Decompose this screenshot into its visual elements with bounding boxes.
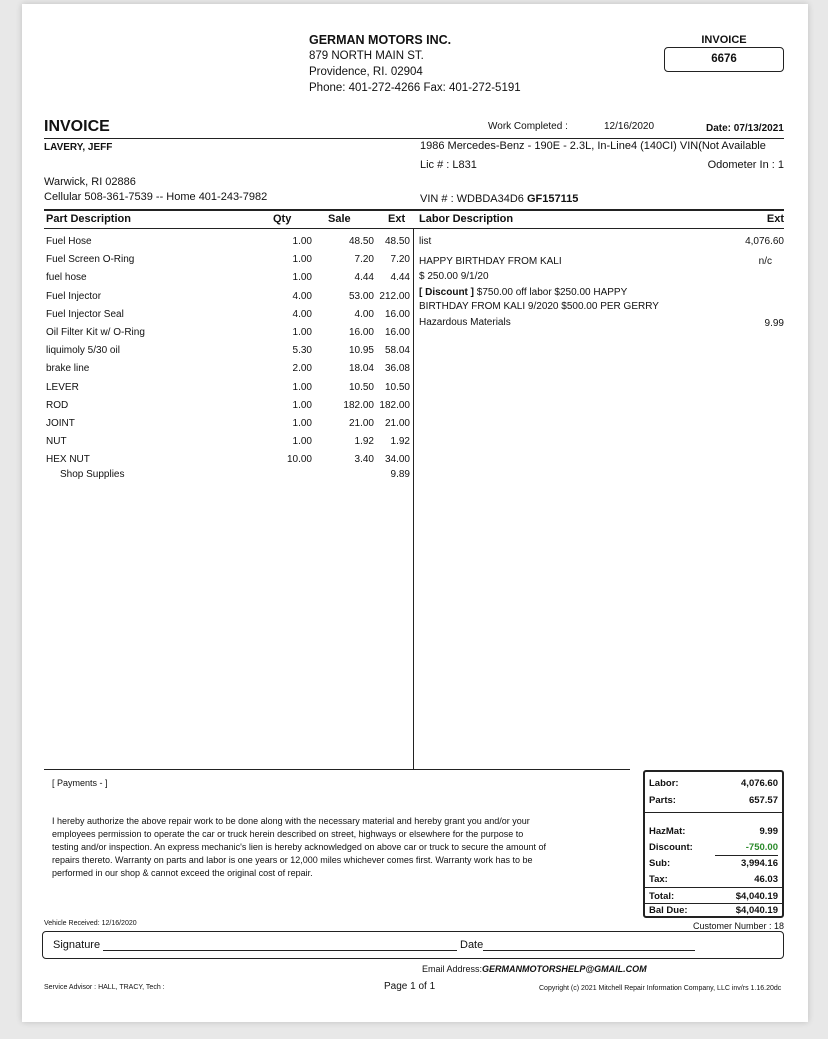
part-sale: 16.00: [348, 327, 374, 338]
email-address[interactable]: GERMANMOTORSHELP@GMAIL.COM: [482, 964, 647, 974]
email-line: [422, 964, 647, 974]
shop-supplies-ext: 9.89: [390, 469, 410, 480]
part-qty: 2.00: [292, 363, 312, 375]
part-sale: 182.00: [343, 399, 374, 411]
total-labor-value: 4,076.60: [741, 778, 778, 789]
part-qty: 1.00: [292, 327, 312, 338]
part-desc: Fuel Hose: [46, 236, 92, 247]
total-hazmat-label: HazMat:: [649, 826, 686, 837]
part-sale: 10.50: [348, 381, 374, 393]
date-line[interactable]: [483, 950, 695, 951]
labor-line-hazmat-ext: 9.99: [764, 318, 784, 329]
labor-line-birthday-ext: n/c: [758, 256, 772, 267]
signature-label: Signature: [53, 939, 101, 951]
header-divider: [44, 228, 784, 229]
work-completed-label: Work Completed :: [488, 121, 568, 132]
vin-label: VIN # : WDBDA34D6: [420, 193, 527, 205]
part-qty: 1.00: [292, 236, 312, 247]
discount-underline: [715, 855, 778, 856]
part-qty: 1.00: [292, 436, 312, 448]
part-qty: 1.00: [292, 399, 312, 411]
company-city: Providence, RI. 02904: [309, 66, 423, 78]
part-ext: 182.00: [379, 399, 410, 411]
work-completed-date: 12/16/2020: [604, 121, 655, 132]
total-sub-value: 3,994.16: [741, 858, 778, 869]
part-desc: NUT: [46, 436, 67, 448]
total-tax-value: 46.03: [754, 874, 778, 885]
totals-divider-3: [645, 903, 782, 904]
customer-name: LAVERY, JEFF: [44, 142, 113, 153]
company-name: GERMAN MOTORS INC.: [309, 33, 452, 47]
table-row: [46, 363, 416, 381]
email-label: Email Address:: [422, 964, 483, 974]
vehicle-received: Vehicle Received: 12/16/2020: [44, 920, 137, 927]
labor-header-desc: Labor Description: [419, 213, 514, 225]
part-qty: 4.00: [292, 308, 312, 320]
parts-header-ext: Ext: [388, 213, 406, 225]
title-divider: [44, 138, 784, 139]
part-qty: 1.00: [292, 272, 312, 284]
part-qty: 1.00: [292, 381, 312, 393]
invoice-date: Date: 07/13/2021: [706, 123, 784, 134]
part-desc: fuel hose: [46, 272, 87, 284]
part-ext: 4.44: [390, 272, 410, 284]
labor-line-discount: [419, 287, 627, 298]
page-info: Page 1 of 1: [384, 981, 436, 992]
vin-suffix: GF157115: [526, 193, 579, 205]
table-row: [46, 345, 416, 363]
part-desc: HEX NUT: [46, 454, 90, 466]
part-ext: 212.00: [379, 290, 410, 302]
part-desc: JOINT: [46, 418, 75, 429]
labor-line-list: list: [419, 236, 432, 247]
invoice-title: INVOICE: [44, 118, 110, 135]
vehicle-vin: [420, 193, 578, 205]
invoice-box-label: INVOICE: [701, 34, 747, 46]
part-ext: 10.50: [384, 381, 410, 393]
parts-header-sale: Sale: [328, 213, 351, 225]
authorization-line-1: I hereby authorize the above repair work to be done along with the necessary material and hereby grant you and/or your: [52, 816, 530, 826]
total-value: $4,040.19: [735, 891, 778, 902]
labor-header-ext: Ext: [766, 213, 784, 225]
labor-line-hazmat: Hazardous Materials: [419, 317, 511, 328]
customer-number: Customer Number : 18: [692, 921, 784, 931]
labor-line-amount: $ 250.00 9/1/20: [419, 271, 489, 282]
part-qty: 1.00: [292, 418, 312, 429]
table-row: [46, 254, 416, 272]
customer-city: Warwick, RI 02886: [44, 176, 136, 188]
part-qty: 1.00: [292, 254, 312, 266]
parts-header-qty: Qty: [273, 213, 292, 225]
part-ext: 48.50: [384, 236, 410, 247]
part-ext: 16.00: [384, 327, 410, 338]
balance-due-value: $4,040.19: [735, 905, 778, 916]
payments-label: [ Payments - ]: [52, 778, 108, 788]
total-label: Total:: [649, 891, 675, 902]
authorization-line-3: testing and/or inspection. An express mechanic's lien is hereby acknowledged on above car or truck to secure the amount of: [52, 842, 546, 852]
part-sale: 3.40: [354, 454, 374, 466]
part-ext: 58.04: [384, 345, 410, 357]
part-sale: 4.44: [354, 272, 374, 284]
service-advisor: Service Advisor : HALL, TRACY, Tech :: [44, 984, 165, 991]
labor-line-list-ext: 4,076.60: [745, 236, 784, 247]
company-phone-fax: Phone: 401-272-4266 Fax: 401-272-5191: [309, 82, 521, 94]
total-discount-label: Discount:: [649, 842, 693, 853]
copyright: Copyright (c) 2021 Mitchell Repair Information Company, LLC inv/rs 1.16.20dc: [539, 985, 782, 992]
invoice-page: [22, 4, 808, 1022]
part-sale: 53.00: [348, 290, 374, 302]
table-row: [46, 327, 416, 345]
totals-box: [643, 770, 784, 918]
table-row: [46, 309, 416, 327]
total-labor-label: Labor:: [649, 778, 679, 789]
table-row: [46, 291, 416, 309]
table-row: [46, 436, 416, 454]
part-ext: 1.92: [390, 436, 410, 448]
total-discount-value: -750.00: [745, 842, 778, 853]
shop-supplies-label: Shop Supplies: [60, 469, 125, 480]
part-ext: 21.00: [384, 418, 410, 429]
total-sub-label: Sub:: [649, 858, 671, 869]
total-tax-label: Tax:: [649, 874, 668, 885]
signature-line[interactable]: [103, 950, 457, 951]
date-field-label: Date: [460, 939, 484, 951]
table-row: [46, 418, 416, 436]
part-desc: Fuel Screen O-Ring: [46, 254, 135, 266]
odometer-in: Odometer In : 1: [707, 159, 784, 171]
part-desc: liquimoly 5/30 oil: [46, 345, 120, 357]
part-desc: ROD: [46, 399, 69, 411]
parts-header-desc: Part Description: [46, 213, 131, 225]
table-row: [46, 382, 416, 400]
part-desc: Fuel Injector Seal: [46, 308, 124, 320]
discount-tag: [ Discount ]: [419, 287, 474, 298]
total-hazmat-value: 9.99: [759, 826, 778, 837]
part-qty: 5.30: [292, 345, 312, 357]
authorization-line-2: employees permission to operate the car or truck herein described on street, highways or elsewhere for the purpose to: [52, 829, 524, 839]
total-parts-value: 657.57: [748, 795, 778, 806]
part-sale: 21.00: [348, 418, 374, 429]
part-sale: 1.92: [354, 436, 374, 448]
bottom-section-divider: [44, 769, 630, 770]
part-desc: brake line: [46, 363, 90, 375]
table-row: [46, 272, 416, 290]
part-desc: Fuel Injector: [46, 290, 102, 302]
part-sale: 7.20: [354, 254, 374, 266]
part-desc: Oil Filter Kit w/ O-Ring: [46, 327, 145, 338]
table-top-divider: [44, 209, 784, 211]
totals-divider-2: [645, 887, 782, 888]
invoice-number: 6676: [664, 47, 784, 72]
part-ext: 16.00: [384, 308, 410, 320]
table-row: [46, 236, 416, 254]
part-sale: 4.00: [354, 308, 374, 320]
part-ext: 7.20: [390, 254, 410, 266]
total-parts-label: Parts:: [649, 795, 676, 806]
authorization-line-5: performed in our shop & cannot exceed the original cost of repair.: [52, 868, 313, 878]
balance-due-label: Bal Due:: [649, 905, 688, 916]
part-desc: LEVER: [46, 381, 79, 393]
part-sale: 48.50: [348, 236, 374, 247]
vehicle-license: Lic # : L831: [420, 159, 477, 171]
customer-phones: Cellular 508-361-7539 -- Home 401-243-7982: [44, 191, 268, 203]
labor-line-birthday: HAPPY BIRTHDAY FROM KALI: [419, 256, 562, 267]
vehicle-description: 1986 Mercedes-Benz - 190E - 2.3L, In-Line4 (140CI) VIN(Not Available: [420, 140, 766, 152]
company-address: 879 NORTH MAIN ST.: [309, 50, 424, 62]
part-ext: 34.00: [384, 454, 410, 466]
table-row: [46, 400, 416, 418]
totals-divider-1: [645, 812, 782, 813]
part-sale: 18.04: [348, 363, 374, 375]
labor-line-discount-cont: BIRTHDAY FROM KALI 9/2020 $500.00 PER GERRY: [419, 301, 659, 312]
part-qty: 4.00: [292, 290, 312, 302]
signature-box[interactable]: [42, 931, 784, 959]
discount-text: $750.00 off labor $250.00 HAPPY: [474, 287, 628, 298]
part-sale: 10.95: [348, 345, 374, 357]
part-ext: 36.08: [384, 363, 410, 375]
part-qty: 10.00: [286, 454, 312, 466]
authorization-line-4: repairs thereto. Warranty on parts and labor is one years or 12,000 miles whichever comes first. Warranty work has to be: [52, 855, 533, 865]
